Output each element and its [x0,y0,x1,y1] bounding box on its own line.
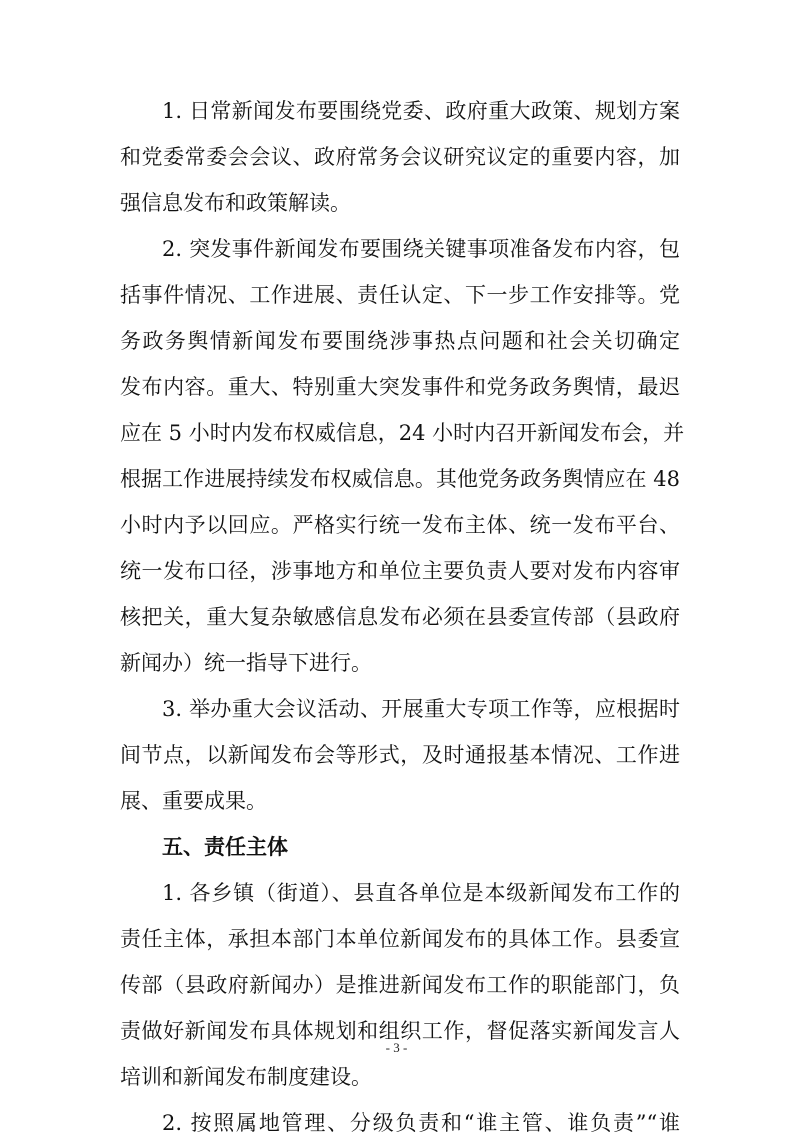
paragraph-2-line-5: 应在 5 小时内发布权威信息，24 小时内召开新闻发布会，并 [120,421,685,445]
paragraph-2-line-2: 括事件情况、工作进展、责任认定、下一步工作安排等。党 [120,283,680,307]
paragraph-2-line-7: 小时内予以回应。严格实行统一发布主体、统一发布平台、 [120,513,680,537]
paragraph-2-line-1: 2. 突发事件新闻发布要围绕关键事项准备发布内容，包 [162,237,680,261]
paragraph-1-line-3: 强信息发布和政策解读。 [120,191,351,215]
paragraph-4-line-3: 传部（县政府新闻办）是推进新闻发布工作的职能部门，负 [120,973,680,997]
section-heading: 五、责任主体 [162,835,288,859]
paragraph-2-line-3: 务政务舆情新闻发布要围绕涉事热点问题和社会关切确定 [120,329,680,353]
paragraph-3-line-3: 展、重要成果。 [120,789,267,813]
page-number: - 3 - [385,1040,408,1055]
paragraph-4-line-2: 责任主体，承担本部门本单位新闻发布的具体工作。县委宣 [120,927,680,951]
paragraph-1-line-1: 1. 日常新闻发布要围绕党委、政府重大政策、规划方案 [162,99,680,123]
paragraph-2-line-10: 新闻办）统一指导下进行。 [120,651,372,675]
paragraph-2-line-6: 根据工作进展持续发布权威信息。其他党务政务舆情应在 48 [120,467,680,491]
paragraph-3-line-1: 3. 举办重大会议活动、开展重大专项工作等，应根据时 [162,697,680,721]
paragraph-2-line-4: 发布内容。重大、特别重大突发事件和党务政务舆情，最迟 [120,375,680,399]
paragraph-2-line-9: 核把关，重大复杂敏感信息发布必须在县委宣传部（县政府 [120,605,680,629]
paragraph-5-line-1: 2. 按照属地管理、分级负责和“谁主管、谁负责”“谁 [162,1111,680,1135]
paragraph-4-line-4: 责做好新闻发布具体规划和组织工作，督促落实新闻发言人 [120,1019,680,1043]
paragraph-4-line-1: 1. 各乡镇（街道）、县直各单位是本级新闻发布工作的 [162,881,680,905]
paragraph-3-line-2: 间节点，以新闻发布会等形式，及时通报基本情况、工作进 [120,743,680,767]
paragraph-4-line-5: 培训和新闻发布制度建设。 [120,1065,372,1089]
paragraph-1-line-2: 和党委常委会会议、政府常务会议研究议定的重要内容，加 [120,145,680,169]
paragraph-2-line-8: 统一发布口径，涉事地方和单位主要负责人要对发布内容审 [120,559,680,583]
